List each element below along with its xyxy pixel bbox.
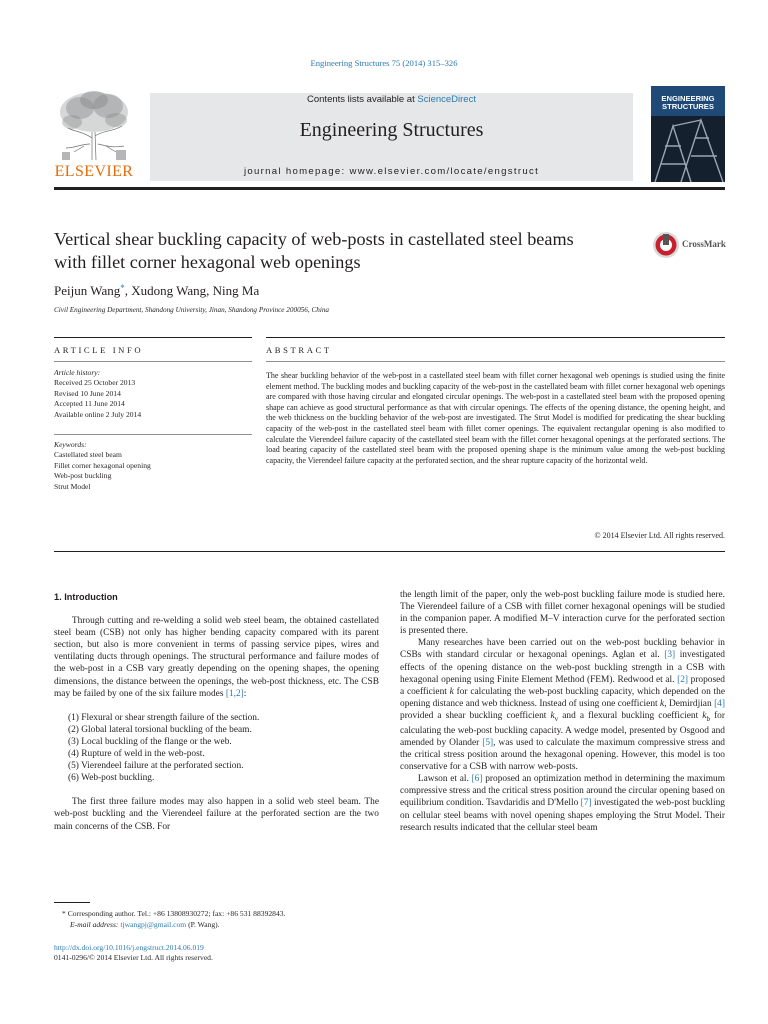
author-name: Peijun Wang: [54, 283, 121, 298]
citation-link[interactable]: [2]: [677, 674, 689, 685]
symbol-k: k: [449, 686, 454, 697]
symbol-kb: k: [702, 710, 707, 721]
issn-line: 0141-0296/© 2014 Elsevier Ltd. All rights reserved.: [54, 953, 213, 962]
intro-paragraph-1: [54, 615, 379, 700]
doi-block: [54, 943, 213, 963]
right-column: [400, 589, 725, 834]
p2-text: and a flexural buckling coefficient: [558, 710, 703, 721]
citation-link[interactable]: [1,2]: [225, 688, 244, 699]
article-info-heading: ARTICLE INFO: [54, 345, 144, 355]
p2-text: for calculating the web-post buckling capacity, which depended on the opening distance and web thickness. Instead of using one coefficient: [400, 686, 726, 709]
list-item: (2) Global lateral torsional buckling of the beam.: [68, 724, 252, 735]
list-item: (3) Local buckling of the flange or the web.: [68, 736, 232, 747]
footnote-line-2: [54, 919, 384, 930]
p2-text: for calculating the web-post buckling capacity. A wedge model, presented by Osgood and amended by Olander: [400, 710, 725, 748]
homepage-url[interactable]: www.elsevier.com/locate/engstruct: [349, 166, 540, 177]
cover-title: [651, 95, 725, 112]
email-link[interactable]: tjwangpj@gmail.com: [120, 920, 187, 929]
history-revised: Revised 10 June 2014: [54, 388, 121, 398]
header-rule: [54, 187, 725, 190]
footnote-mark: *: [62, 909, 66, 918]
paper-title: [54, 228, 644, 274]
article-info-rule-mid: [54, 361, 252, 362]
cover-title-line2: STRUCTURES: [662, 102, 714, 112]
p2-text: , Demirdjian: [664, 698, 715, 709]
abstract-rule-mid: [266, 361, 725, 362]
citation-link[interactable]: [7]: [580, 798, 592, 809]
symbol-k: k: [660, 698, 665, 709]
homepage-prefix: journal homepage:: [243, 166, 350, 177]
corresponding-author-mark[interactable]: *: [120, 283, 125, 293]
crossmark-label[interactable]: CrossMark: [682, 239, 726, 249]
right-paragraph-1: the length limit of the paper, only the web-post buckling failure mode is studied here. The Vierendeel failure of a CSB with fillet corner hexagonal openings will be studied in the companion paper. A modified M–V interaction curve for the perforated section is presented there.: [400, 590, 725, 637]
intro-paragraph-2: The first three failure modes may also happen in a solid web steel beam. The web-post buckling and the Vierendeel failure at the perforated section are the two main concerns of the CSB. For: [54, 797, 379, 832]
p3-text: proposed an optimization method in determining the maximum compressive stress and the critical stress position around the circular opening based on equilibrium condition. Tsavdaridis and D'Mello: [400, 774, 725, 809]
list-item: (6) Web-post buckling.: [68, 773, 155, 784]
front-matter-rule: [54, 551, 725, 552]
title-line-2: with fillet corner hexagonal web openings: [54, 252, 361, 272]
keywords-block: [54, 440, 252, 492]
keywords-rule: [54, 434, 252, 435]
section-heading: 1. Introduction: [54, 592, 118, 602]
email-label: E-mail address:: [70, 920, 121, 929]
citation-link[interactable]: [4]: [714, 698, 725, 709]
right-paragraph-2: [400, 637, 725, 773]
email-suffix: (P. Wang).: [186, 920, 220, 929]
keyword: Castellated steel beam: [54, 450, 122, 460]
coauthor-names: , Xudong Wang, Ning Ma: [124, 283, 260, 298]
subscript-v: v: [554, 714, 559, 723]
list-item: (4) Rupture of weld in the web-post.: [68, 749, 205, 760]
contents-prefix: Contents lists available at: [307, 94, 418, 105]
symbol-kv: k: [550, 710, 555, 721]
abstract-text: The shear buckling behavior of the web-post in a castellated steel beam with fillet corner hexagonal web openings is studied using the finite element method. The buckling modes and buckling capacity of the web-post in the castellated beam with fillet corner hexagonal web openings are compared with those having circular and elongated circular openings. The web-post in a castellated steel beam with the proposed opening shape can achieve as good structural performance as that with circular openings. The effects of the opening distance, the opening height, and the web thickness on the buckling behavior of the web-post are investigated. The Strut Model is modified for predicating the shear buckling capacity of the web-post in the castellated steel beam with fillet corner openings. The equivalent rectangular opening is also modified to calculate the Vierendeel failure capacity of the castellated steel beam with the fillet corner hexagonal openings at the perforated sections. The load bearing capacity of the castellated steel beam with the proposed opening shape is the minimum value among the web-post buckling capacity, the Vierendeel failure capacity at the perforated section, and the shear rupture capacity of the horizontal weld.: [266, 371, 725, 465]
citation-link[interactable]: [3]: [664, 650, 676, 661]
p2-text: , was used to calculate the maximum compressive stress and the critical stress position around the hexagonal opening. However, this model is too conservative for a CSB with narrow web-posts.: [400, 738, 725, 773]
history-received: Received 25 October 2013: [54, 378, 136, 388]
sciencedirect-link[interactable]: ScienceDirect: [417, 94, 476, 105]
p3-text: Lawson et al.: [417, 774, 472, 785]
citation-link[interactable]: [6]: [471, 774, 483, 785]
footnote: [54, 908, 384, 930]
p2-text: provided a shear buckling coefficient: [400, 710, 551, 721]
journal-reference[interactable]: Engineering Structures 75 (2014) 315–326: [310, 58, 458, 68]
footnote-text: Corresponding author. Tel.: +86 13808930272; fax: +86 531 88392843.: [65, 909, 286, 918]
left-column: [54, 591, 379, 833]
right-paragraph-3: [400, 773, 725, 833]
history-label: Article history:: [54, 368, 101, 377]
abstract-rule-top: [266, 337, 725, 338]
keyword: Strut Model: [54, 481, 91, 491]
journal-homepage: [150, 166, 633, 177]
history-online: Available online 2 July 2014: [54, 409, 142, 419]
cover-title-line1: ENGINEERING: [661, 94, 715, 103]
abstract-heading: ABSTRACT: [266, 345, 332, 355]
footnote-line-1: [54, 908, 384, 919]
p2-text: proposed a coefficient: [400, 674, 725, 697]
keyword: Web-post buckling: [54, 471, 112, 481]
p3-text: investigated the web-post buckling on cellular steel beams with novel opening shapes employing the Strut Model. Their research results indicated that the cellular steel beam: [400, 798, 725, 833]
p1-text: Through cutting and re-welding a solid web steel beam, the obtained castellated steel beam (CSB) not only has higher bending capacity compared with its parent section, but also is more convenient in terms of passing service pipes, wires and ventilating ducts through openings. The structural performance and failure modes of the web-post in a CSB vary greatly depending on the opening shapes, the opening dimensions, the distance between the openings, the web-post thickness, etc. The CSB may be failed by one of the six failure modes: [54, 616, 379, 699]
doi-link[interactable]: http://dx.doi.org/10.1016/j.engstruct.2014.06.019: [54, 943, 204, 952]
journal-cover-image: [651, 86, 725, 182]
footnote-rule: [54, 902, 90, 903]
failure-mode-list: [54, 712, 379, 785]
citation-link[interactable]: [5]: [482, 738, 494, 748]
journal-title: Engineering Structures: [299, 119, 484, 141]
history-accepted: Accepted 11 June 2014: [54, 399, 125, 409]
publisher-wordmark: ELSEVIER: [54, 163, 134, 180]
keyword: Fillet corner hexagonal opening: [54, 460, 151, 470]
affiliation: Civil Engineering Department, Shandong University, Jinan, Shandong Province 200056, China: [54, 306, 330, 314]
list-item: (1) Flexural or shear strength failure of the section.: [68, 712, 260, 723]
article-info-rule-top: [54, 337, 252, 338]
article-history: [54, 368, 252, 420]
p2-text: investigated effects of the opening distance on the web-post buckling strength in a CSB with hexagonal opening using Finite Element Method (FEM). Redwood et al.: [400, 650, 725, 685]
keywords-label: Keywords:: [54, 440, 87, 449]
list-item: (5) Vierendeel failure at the perforated section.: [68, 761, 244, 772]
title-line-1: Vertical shear buckling capacity of web-posts in castellated steel beams: [54, 229, 574, 249]
contents-line: [150, 94, 633, 105]
p1-end: :: [243, 688, 247, 699]
author-list: [54, 283, 259, 299]
p2-text: Many researches have been carried out on the web-post buckling behavior in CSBs with standard circular or hexagonal openings. Aglan et al.: [400, 638, 725, 661]
subscript-b: b: [706, 714, 710, 723]
abstract-copyright: © 2014 Elsevier Ltd. All rights reserved.: [594, 531, 725, 540]
elsevier-tree-logo: [54, 88, 134, 162]
